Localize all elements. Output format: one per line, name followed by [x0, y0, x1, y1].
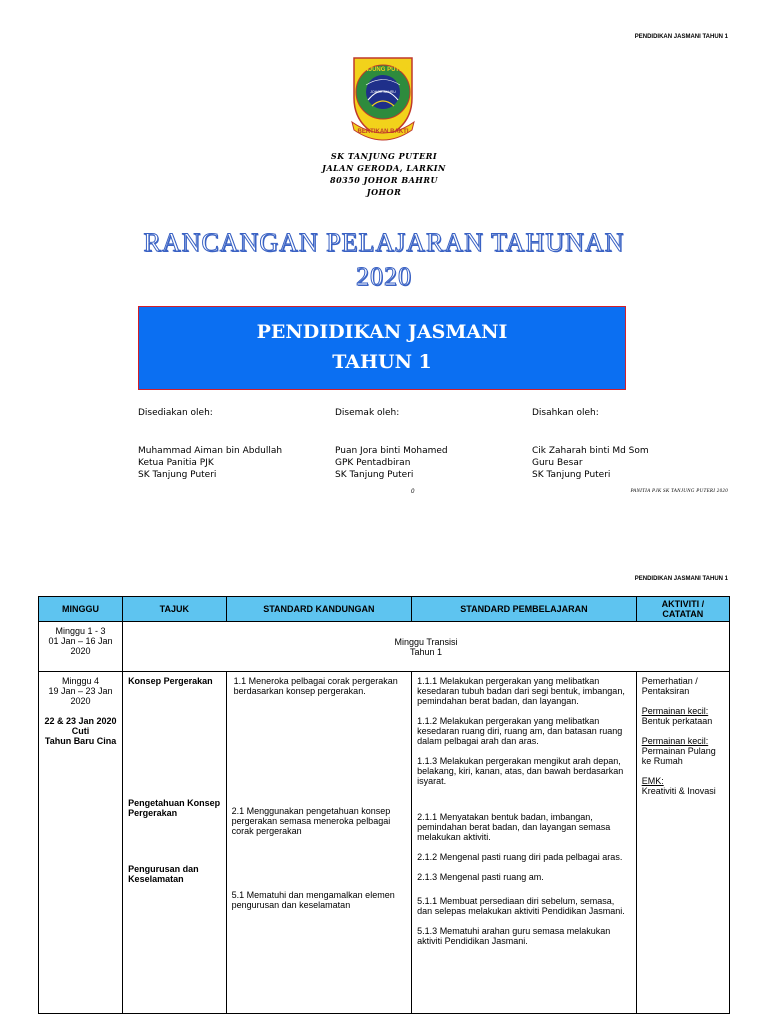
activity-item: Kreativiti & Inovasi [641, 786, 716, 796]
holiday-dates: 22 & 23 Jan 2020 [44, 716, 117, 726]
topic-1: Konsep Pergerakan [128, 676, 213, 686]
signature-approved [532, 407, 722, 481]
page-footer: PANITIA PJK SK TANJUNG PUTERI 2020 [630, 489, 728, 494]
activity-item: Permainan Pulang ke Rumah [641, 746, 716, 766]
table-header-row [39, 597, 730, 622]
week-dates: 19 Jan – 23 Jan 2020 [48, 686, 113, 706]
table-row [39, 672, 730, 1014]
school-address [0, 150, 768, 198]
school-name: SK TANJUNG PUTERI [330, 151, 438, 161]
signature-checked [335, 407, 525, 481]
holiday-label: Cuti [71, 726, 90, 736]
signature-role: Guru Besar [532, 458, 583, 468]
header-minggu: MINGGU [39, 597, 123, 622]
signature-role: Ketua Panitia PJK [138, 458, 214, 468]
signature-name: Puan Jora binti Mohamed [335, 446, 448, 456]
cell-tajuk [123, 672, 227, 1014]
page-header: PENDIDIKAN JASMANI TAHUN 1 [634, 34, 728, 40]
content-standard-1: 1.1 Meneroka pelbagai corak pergerakan berdasarkan konsep pergerakan. [233, 676, 398, 696]
svg-text:BERTIKAN BAKTI: BERTIKAN BAKTI [357, 129, 409, 135]
holiday-name: Tahun Baru Cina [44, 736, 117, 746]
week-label: Minggu 4 [62, 676, 100, 686]
topic-3: Pengurusan dan Keselamatan [128, 864, 199, 884]
signature-school: SK Tanjung Puteri [532, 470, 611, 480]
week-dates: 01 Jan – 16 Jan 2020 [48, 636, 113, 656]
subject-title: PENDIDIKAN JASMANI [256, 321, 508, 343]
activity-item: Bentuk perkataan [641, 716, 713, 726]
cell-standard-pembelajaran [412, 672, 637, 1014]
school-logo [346, 52, 420, 142]
signature-prepared [138, 407, 328, 481]
rpt-title-line1: RANCANGAN PELAJARAN TAHUNAN [143, 228, 625, 257]
school-city: 80350 JOHOR BAHRU [330, 175, 438, 185]
subject-year: TAHUN 1 [332, 351, 432, 373]
transition-year: Tahun 1 [410, 646, 443, 657]
content-standard-2: 2.1 Menggunakan pengetahuan konsep pergerakan semasa meneroka pelbagai corak pergerakan [231, 806, 391, 836]
rpt-title-year: 2020 [356, 262, 412, 291]
svg-text:JOHOR BAHRU: JOHOR BAHRU [370, 90, 396, 94]
signature-name: Muhammad Aiman bin Abdullah [138, 446, 283, 456]
signature-heading: Disediakan oleh: [138, 408, 213, 418]
learning-standard: 2.1.2 Mengenal pasti ruang diri pada pelbagai aras. [417, 852, 623, 862]
signature-heading: Disahkan oleh: [532, 408, 599, 418]
learning-standard: 1.1.2 Melakukan pergerakan yang melibatkan kesedaran ruang diri, ruang am, dan batasan ruang dalam pelbagai arah dan aras. [417, 716, 623, 746]
school-street: JALAN GERODA, LARKIN [322, 163, 446, 173]
header-tajuk: TAJUK [123, 597, 227, 622]
content-standard-3: 5.1 Mematuhi dan mengamalkan elemen pengurusan dan keselamatan [231, 890, 395, 910]
activity-title: Permainan kecil: [641, 706, 709, 716]
week-label: Minggu 1 - 3 [55, 626, 106, 636]
learning-standard: 5.1.3 Mematuhi arahan guru semasa melakukan aktiviti Pendidikan Jasmani. [417, 926, 611, 946]
signature-role: GPK Pentadbiran [335, 458, 411, 468]
rpt-title [0, 226, 768, 294]
subject-banner [138, 306, 626, 390]
cell-minggu [39, 672, 123, 1014]
page-number: 0 [411, 489, 415, 495]
signature-name: Cik Zaharah binti Md Som [532, 446, 649, 456]
cell-standard-kandungan [226, 672, 412, 1014]
transition-label: Minggu Transisi [394, 636, 458, 647]
learning-standard: 2.1.1 Menyatakan bentuk badan, imbangan, pemindahan berat badan, dan layangan semasa melakukan aktiviti. [417, 812, 611, 842]
topic-2: Pengetahuan Konsep Pergerakan [128, 798, 221, 818]
activity-observation: Pemerhatian / Pentaksiran [641, 676, 698, 696]
learning-standard: 1.1.1 Melakukan pergerakan yang melibatkan kesedaran tubuh badan dari segi bentuk, imbangan, pemindahan berat badan, dan layangan. [417, 676, 625, 706]
header-aktiviti: AKTIVITI / CATATAN [636, 597, 729, 622]
rpt-table [38, 596, 730, 1014]
svg-text:TANJUNG PUTERI: TANJUNG PUTERI [356, 67, 410, 73]
page-header: PENDIDIKAN JASMANI TAHUN 1 [634, 576, 728, 582]
activity-title: EMK: [641, 776, 664, 786]
school-state: JOHOR [366, 187, 402, 197]
signature-heading: Disemak oleh: [335, 408, 400, 418]
cell-transition [123, 622, 730, 672]
learning-standard: 5.1.1 Membuat persediaan diri sebelum, semasa, dan selepas melakukan aktiviti Pendidikan Jasmani. [417, 896, 625, 916]
learning-standard: 2.1.3 Mengenal pasti ruang am. [417, 872, 544, 882]
activity-title: Permainan kecil: [641, 736, 709, 746]
learning-standard: 1.1.3 Melakukan pergerakan mengikut arah depan, belakang, kiri, kanan, atas, dan bawah berdasarkan isyarat. [417, 756, 624, 786]
signature-school: SK Tanjung Puteri [138, 470, 217, 480]
cell-minggu [39, 622, 123, 672]
cell-aktiviti [636, 672, 729, 1014]
table-row [39, 622, 730, 672]
header-standard-kandungan: STANDARD KANDUNGAN [226, 597, 412, 622]
header-standard-pembelajaran: STANDARD PEMBELAJARAN [412, 597, 637, 622]
signature-school: SK Tanjung Puteri [335, 470, 414, 480]
